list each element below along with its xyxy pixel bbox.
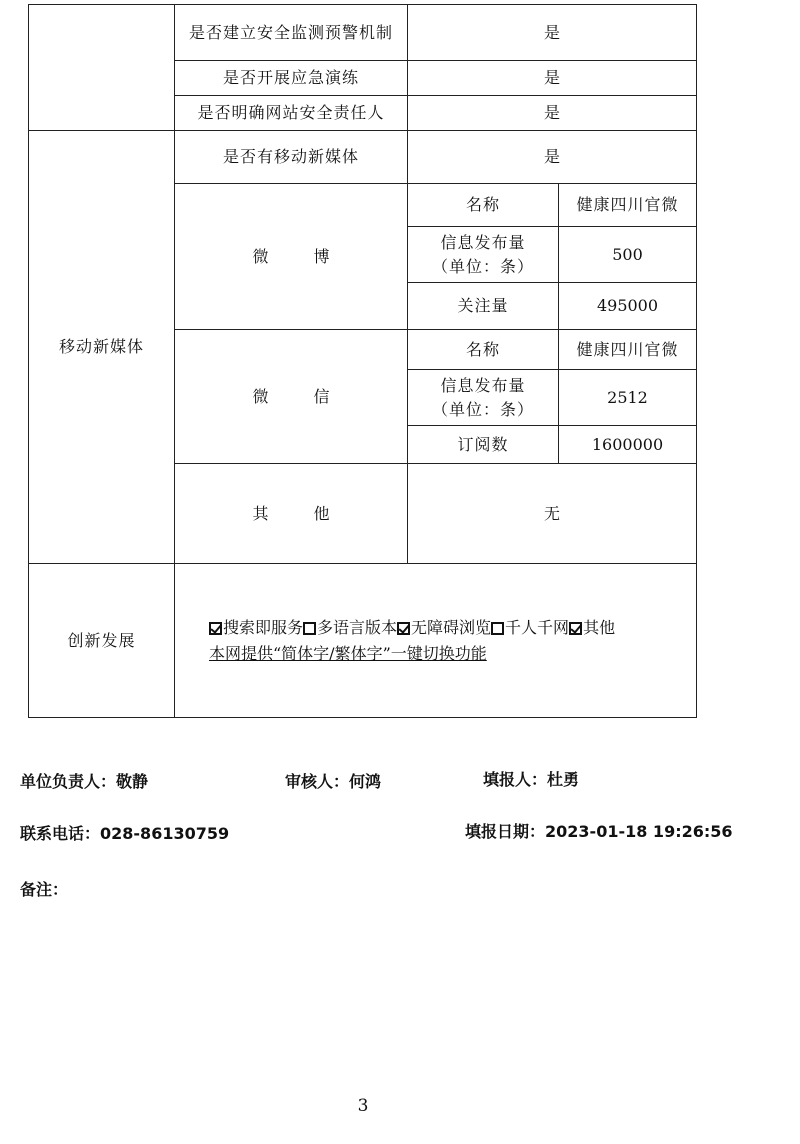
innovation-content [175,564,697,718]
wechat-sub-label: 订阅数 [408,426,559,464]
wechat-label: 微 信 [175,330,408,464]
head-of-unit [20,769,148,792]
security-answer-1: 是 [408,5,697,61]
innovation-label: 创新发展 [29,564,175,718]
filler-label: 填报人： [483,770,548,789]
checkbox-empty-icon [303,622,316,635]
wechat-posts-label-line2: （单位：条） [431,399,534,419]
weibo-follow-label: 关注量 [408,283,559,330]
innovation-options [209,615,692,641]
weibo-posts-label-line1: 信息发布量 [440,232,526,252]
security-question-3: 是否明确网站安全责任人 [175,96,408,131]
wechat-name-value: 健康四川官微 [559,330,697,370]
other-label: 其 他 [175,464,408,564]
wechat-posts-label [408,370,559,426]
page-number: 3 [357,1096,369,1116]
option-accessibility: 无障碍浏览 [411,617,492,637]
phone-label: 联系电话： [20,824,101,843]
contact-phone [20,821,229,844]
fill-date [465,819,733,842]
checkbox-checked-icon [209,622,222,635]
has-media-question: 是否有移动新媒体 [175,131,408,184]
weibo-posts-label [408,227,559,283]
filler [483,767,579,790]
has-media-answer: 是 [408,131,697,184]
security-answer-2: 是 [408,61,697,96]
other-value: 无 [408,464,697,564]
head-value: 敬静 [116,772,149,791]
wechat-sub-value: 1600000 [559,426,697,464]
phone-value: 028-86130759 [100,824,230,843]
weibo-follow-value: 495000 [559,283,697,330]
security-answer-3: 是 [408,96,697,131]
innovation-other-note: 本网提供“简体字/繁体字”一键切换功能 [209,643,487,663]
option-other: 其他 [583,617,616,637]
checkbox-checked-icon [569,622,582,635]
option-multilingual: 多语言版本 [317,617,398,637]
remark [20,877,68,900]
security-question-2: 是否开展应急演练 [175,61,408,96]
checkbox-empty-icon [491,622,504,635]
reviewer [285,769,381,792]
wechat-posts-label-line1: 信息发布量 [440,375,526,395]
weibo-label: 微 博 [175,184,408,330]
security-question-1: 是否建立安全监测预警机制 [175,5,408,61]
report-table [28,4,697,718]
date-value: 2023-01-18 19:26:56 [545,822,733,841]
wechat-name-label: 名称 [408,330,559,370]
reviewer-value: 何鸿 [349,772,382,791]
remark-label: 备注： [20,880,69,899]
date-label: 填报日期： [465,822,546,841]
section-cell-empty [29,5,175,131]
filler-value: 杜勇 [547,770,580,789]
mobile-section-label: 移动新媒体 [29,131,175,564]
option-search-service: 搜索即服务 [223,617,304,637]
weibo-posts-value: 500 [559,227,697,283]
head-label: 单位负责人： [20,772,117,791]
checkbox-checked-icon [397,622,410,635]
weibo-name-label: 名称 [408,184,559,227]
option-personalized: 千人千网 [505,617,570,637]
weibo-name-value: 健康四川官微 [559,184,697,227]
weibo-posts-label-line2: （单位：条） [431,256,534,276]
reviewer-label: 审核人： [285,772,350,791]
wechat-posts-value: 2512 [559,370,697,426]
